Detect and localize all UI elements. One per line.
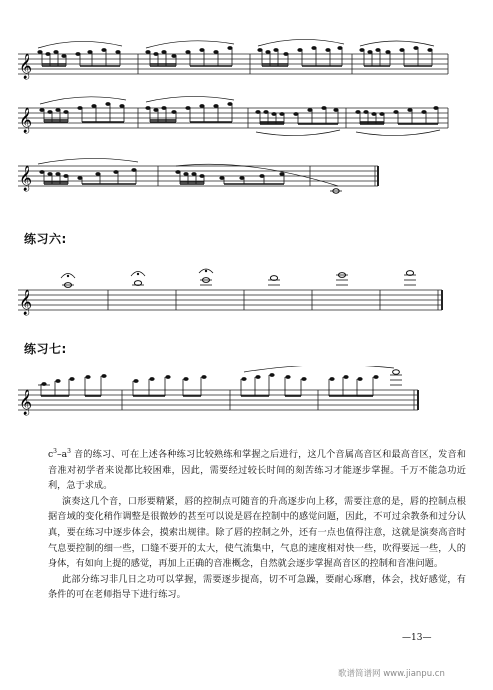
staff-notation-row-1 [18, 38, 458, 82]
paragraph-2: 演奏这几个音，口形要精紧，唇的控制点可随音的升高逐步向上移，需要注意的是，唇的控制点根据音域的变化稍作调整是很微妙的甚至可以说是唇在控制中的感觉问题，因此，不可过余教条和过分认真，要在练习中逐步体会，摸索出规律。除了唇的控制之外，还有一点也值得注意，这就是演奏高音时气息要控制的细一些，口缝不要开的太大，使气流集中，气息的速度相对快一些，吹得要远一些，人的身体，有如向上提的感觉，再加上正确的音准概念，自然就会逐步掌握高音区的控制和音准问题。 [48, 495, 466, 570]
svg-text:𝄞: 𝄞 [19, 54, 33, 79]
site-watermark: 歌谱简谱网 www.jianpu.cn [338, 669, 445, 679]
note-c: c [48, 449, 54, 461]
paragraph-3: 此部分练习非几日之功可以掌握，需要逐步提高，切不可急躁，要耐心琢磨，体会，找好感觉，有条件的可在老师指导下进行练习。 [48, 573, 466, 601]
music-staff-exercise-6 [18, 268, 458, 318]
svg-text:𝄞: 𝄞 [19, 390, 33, 415]
svg-text:𝄞: 𝄞 [19, 108, 33, 133]
music-staff-row-2 [18, 92, 458, 136]
music-staff-exercise-7 [18, 366, 458, 418]
svg-text:𝄞: 𝄞 [19, 166, 33, 191]
staff-notation-exercise-6 [18, 268, 458, 318]
paragraph-1-text: 音的练习、可在上述各种练习比较熟练和掌握之后进行，这几个音属高音区和最高音区，发音和音准对初学者来说都比较困难，因此，需要经过较长时间的刻苦练习才能逐步掌握。千万不能急功近利，急于求成。 [48, 449, 466, 492]
note-a-octave: 3 [67, 448, 71, 455]
note-dash-a: –a [56, 449, 68, 461]
staff-notation-exercise-7 [18, 366, 458, 418]
note-c-octave: 3 [53, 448, 57, 455]
svg-text:𝄞: 𝄞 [19, 290, 33, 315]
paragraph-1 [48, 444, 466, 494]
exercise-7-heading: 练习七: [24, 342, 67, 356]
page-number: —13— [402, 633, 432, 643]
staff-notation-row-2 [18, 92, 458, 136]
body-text [48, 444, 466, 603]
music-staff-row-3 [18, 150, 458, 200]
staff-notation-row-3 [18, 150, 458, 200]
music-staff-row-1 [18, 38, 458, 82]
exercise-6-heading: 练习六: [24, 232, 67, 246]
